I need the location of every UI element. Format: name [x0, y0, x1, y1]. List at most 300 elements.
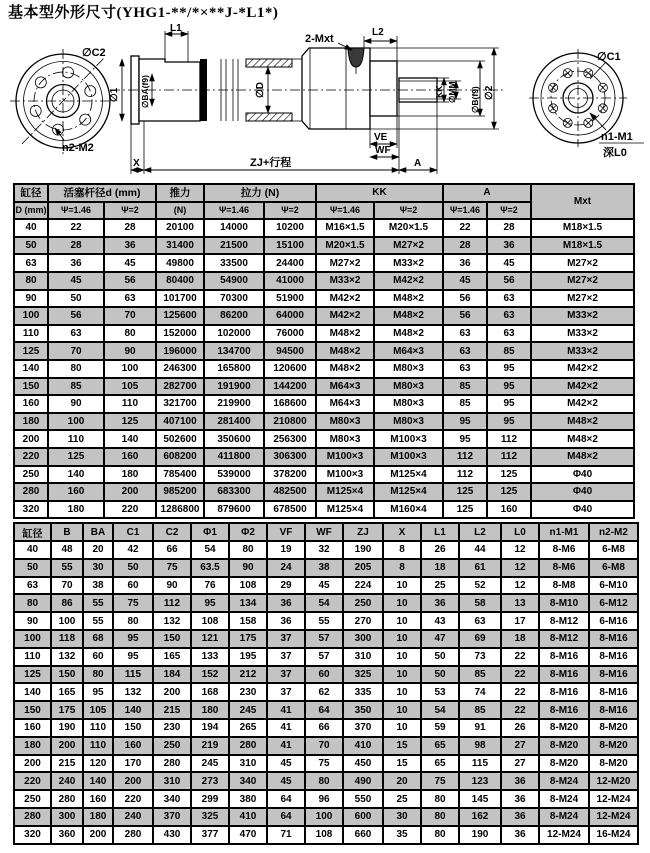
- table-cell: 321700: [156, 395, 204, 413]
- table-cell: 608200: [156, 448, 204, 466]
- table-cell: M125×4: [316, 483, 374, 501]
- table-cell: M48×2: [374, 290, 443, 308]
- column-header: 缸径: [14, 184, 48, 202]
- table-cell: 8-M16: [539, 683, 589, 701]
- table-cell: 8-M16: [539, 701, 589, 719]
- column-header: ZJ: [343, 523, 383, 541]
- table-cell: 660: [343, 826, 383, 844]
- table-row: [14, 577, 638, 595]
- table-cell: 410: [229, 808, 267, 826]
- table-cell: 112: [153, 594, 191, 612]
- table-cell: 45: [267, 755, 305, 773]
- table-cell: 8-M8: [539, 577, 589, 595]
- table-cell: 90: [14, 290, 48, 308]
- table-cell: 168: [191, 683, 229, 701]
- table-cell: 8-M24: [539, 772, 589, 790]
- table-cell: 108: [305, 826, 343, 844]
- table-cell: 70: [104, 307, 156, 325]
- table-cell: 1286800: [156, 501, 204, 519]
- column-header: Ψ=1.46: [316, 202, 374, 220]
- table-cell: 36: [487, 237, 531, 255]
- table-cell: 80: [83, 666, 113, 684]
- table-cell: 36: [104, 237, 156, 255]
- column-header: L0: [501, 523, 539, 541]
- table-cell: 41: [267, 701, 305, 719]
- table-cell: 25: [421, 577, 459, 595]
- column-header: 缸径: [14, 523, 51, 541]
- table-cell: 180: [14, 737, 51, 755]
- table-cell: 76: [191, 577, 229, 595]
- table-cell: 62: [305, 683, 343, 701]
- l1-label: L1: [170, 23, 182, 34]
- table-cell: Φ40: [531, 466, 634, 484]
- table-row: [14, 701, 638, 719]
- table-cell: 215: [153, 701, 191, 719]
- table-cell: 245: [191, 755, 229, 773]
- table-cell: 80: [104, 325, 156, 343]
- column-header: Ψ=1.46: [48, 202, 104, 220]
- table-cell: 200: [83, 826, 113, 844]
- table-cell: 110: [83, 719, 113, 737]
- column-header: 拉力 (N): [204, 184, 316, 202]
- table-cell: 100: [48, 413, 104, 431]
- table-cell: 48: [51, 541, 83, 559]
- table-cell: M64×3: [316, 378, 374, 396]
- table-cell: 30: [83, 559, 113, 577]
- column-header: (N): [156, 202, 204, 220]
- table-cell: 49800: [156, 254, 204, 272]
- table-cell: 8-M20: [589, 719, 638, 737]
- table-cell: 70: [51, 577, 83, 595]
- table-cell: 220: [104, 501, 156, 519]
- table-cell: 168600: [264, 395, 316, 413]
- table-cell: M16×1.5: [316, 219, 374, 237]
- table-cell: M42×2: [531, 378, 634, 396]
- table-cell: 112: [487, 430, 531, 448]
- table-row: [14, 219, 634, 237]
- wf-label: WF: [375, 145, 391, 156]
- table-cell: 65: [421, 737, 459, 755]
- table-cell: 6-M12: [589, 594, 638, 612]
- table-cell: 15: [383, 755, 421, 773]
- table-cell: 325: [191, 808, 229, 826]
- table-cell: 215: [51, 755, 83, 773]
- table-cell: 36: [501, 808, 539, 826]
- table-cell: 300: [51, 808, 83, 826]
- table-cell: 10: [383, 630, 421, 648]
- column-header: 活塞杆径d (mm): [48, 184, 156, 202]
- table-cell: 44: [459, 541, 501, 559]
- column-header: WF: [305, 523, 343, 541]
- table-row: [14, 483, 634, 501]
- column-header: n2-M2: [589, 523, 638, 541]
- table-cell: 110: [104, 395, 156, 413]
- table-cell: M42×2: [316, 307, 374, 325]
- table-cell: 38: [305, 559, 343, 577]
- table-cell: 43: [421, 612, 459, 630]
- table-cell: 8-M6: [539, 559, 589, 577]
- table-cell: 22: [501, 666, 539, 684]
- ba-dia-label: ∅BA(f9): [140, 75, 150, 108]
- table-cell: 28: [487, 219, 531, 237]
- table-cell: 196000: [156, 342, 204, 360]
- table-cell: 470: [229, 826, 267, 844]
- table-cell: 12-M24: [589, 790, 638, 808]
- table-cell: 54: [305, 594, 343, 612]
- table-cell: 80: [14, 594, 51, 612]
- table-cell: 8-M16: [589, 666, 638, 684]
- table-cell: 8-M16: [589, 630, 638, 648]
- table-cell: 95: [443, 413, 487, 431]
- table-row: [14, 290, 634, 308]
- column-header: X: [383, 523, 421, 541]
- table-cell: 246300: [156, 360, 204, 378]
- table-cell: 8-M20: [539, 719, 589, 737]
- table-cell: 8: [383, 541, 421, 559]
- table-cell: 20100: [156, 219, 204, 237]
- table-cell: 56: [443, 307, 487, 325]
- table-cell: 190: [459, 826, 501, 844]
- table-cell: 100: [51, 612, 83, 630]
- table-cell: 115: [113, 666, 153, 684]
- table-cell: 8-M16: [539, 666, 589, 684]
- table-cell: 29: [267, 577, 305, 595]
- table-cell: 110: [83, 737, 113, 755]
- table-cell: 20: [383, 772, 421, 790]
- table-row: [14, 272, 634, 290]
- table-cell: 18: [501, 630, 539, 648]
- table-cell: 162: [459, 808, 501, 826]
- table-cell: 50: [14, 237, 48, 255]
- table-cell: 60: [305, 666, 343, 684]
- table-cell: 80: [305, 772, 343, 790]
- table-cell: 200: [14, 755, 51, 773]
- b-dia-label: ∅B(f9): [470, 86, 480, 113]
- table-cell: 41000: [264, 272, 316, 290]
- table-cell: 101700: [156, 290, 204, 308]
- table-cell: 95: [83, 683, 113, 701]
- table-cell: 36: [48, 254, 104, 272]
- table-cell: 66: [305, 719, 343, 737]
- table-cell: 175: [229, 630, 267, 648]
- table-cell: 190: [343, 541, 383, 559]
- table-cell: M18×1.5: [531, 237, 634, 255]
- table-cell: 212: [229, 666, 267, 684]
- table-cell: M33×2: [316, 272, 374, 290]
- column-header: Ψ=2: [374, 202, 443, 220]
- table-cell: M64×3: [374, 342, 443, 360]
- table-cell: 150: [153, 630, 191, 648]
- table-cell: Φ40: [531, 501, 634, 519]
- table-cell: 12-M24: [539, 826, 589, 844]
- table-cell: 57: [305, 648, 343, 666]
- table-row: [14, 541, 638, 559]
- table-cell: 98: [459, 737, 501, 755]
- table-cell: 32: [305, 541, 343, 559]
- table-cell: 180: [104, 466, 156, 484]
- dia2-label: ∅2: [484, 85, 495, 100]
- table-cell: 90: [153, 577, 191, 595]
- table-cell: 502600: [156, 430, 204, 448]
- table-cell: 56: [104, 272, 156, 290]
- table-row: [14, 325, 634, 343]
- table-cell: 14000: [204, 219, 264, 237]
- table-cell: M33×2: [374, 254, 443, 272]
- table-cell: 95: [487, 378, 531, 396]
- table-cell: 160: [487, 501, 531, 519]
- table-cell: 22: [501, 648, 539, 666]
- zj-stroke-label: ZJ+行程: [250, 157, 292, 169]
- table-cell: 150: [51, 666, 83, 684]
- table-cell: 133: [191, 648, 229, 666]
- table-cell: 55: [51, 559, 83, 577]
- table-cell: 85: [48, 378, 104, 396]
- table-cell: 8-M20: [539, 737, 589, 755]
- table-cell: 76000: [264, 325, 316, 343]
- column-header: Ψ=2: [264, 202, 316, 220]
- table-row: [14, 737, 638, 755]
- table-cell: 299: [191, 790, 229, 808]
- table-cell: 56: [487, 272, 531, 290]
- table-cell: 411800: [204, 448, 264, 466]
- table-cell: M42×2: [531, 395, 634, 413]
- table-cell: 112: [487, 448, 531, 466]
- table-cell: 90: [104, 342, 156, 360]
- table-cell: 64: [305, 701, 343, 719]
- table-cell: 12: [501, 577, 539, 595]
- table-row: [14, 826, 638, 844]
- table-cell: 165: [153, 648, 191, 666]
- table-cell: 30: [383, 808, 421, 826]
- mm-dia-label: ∅MM: [447, 81, 457, 103]
- table-cell: 42: [113, 541, 153, 559]
- column-header: Ψ=2: [487, 202, 531, 220]
- table-cell: M27×2: [531, 254, 634, 272]
- table-cell: 250: [153, 737, 191, 755]
- table-cell: 80: [229, 541, 267, 559]
- front-flange-view: [10, 47, 116, 155]
- table-cell: 378200: [264, 466, 316, 484]
- table-cell: 270: [343, 612, 383, 630]
- table-cell: 280: [229, 737, 267, 755]
- table-cell: 95: [487, 395, 531, 413]
- table-cell: 54900: [204, 272, 264, 290]
- table-cell: M125×4: [374, 466, 443, 484]
- table-cell: 50: [113, 559, 153, 577]
- table-cell: 879600: [204, 501, 264, 519]
- table-cell: 205: [343, 559, 383, 577]
- table-cell: 125: [443, 501, 487, 519]
- header-row: [14, 184, 634, 202]
- column-header: Ψ=1.46: [204, 202, 264, 220]
- table-cell: 8-M12: [539, 630, 589, 648]
- table-cell: 24400: [264, 254, 316, 272]
- table-cell: 256300: [264, 430, 316, 448]
- table-cell: 165800: [204, 360, 264, 378]
- table-cell: 95: [487, 360, 531, 378]
- table-cell: 370: [343, 719, 383, 737]
- table-cell: 37: [267, 683, 305, 701]
- table-cell: 80400: [156, 272, 204, 290]
- table-row: [14, 501, 634, 519]
- table-row: [14, 772, 638, 790]
- table-cell: 8-M16: [539, 648, 589, 666]
- depth-l0-label: 深L0: [603, 147, 627, 159]
- table-cell: M48×2: [374, 325, 443, 343]
- table-cell: 110: [14, 325, 48, 343]
- table-cell: M20×1.5: [316, 237, 374, 255]
- table-cell: 10: [383, 577, 421, 595]
- table-cell: 80: [14, 272, 48, 290]
- table-row: [14, 755, 638, 773]
- table-cell: 41: [267, 737, 305, 755]
- column-header: Φ1: [191, 523, 229, 541]
- table-cell: 273: [191, 772, 229, 790]
- table-cell: 36: [443, 254, 487, 272]
- table-cell: 370: [153, 808, 191, 826]
- table-cell: 140: [48, 466, 104, 484]
- table-cell: 240: [113, 808, 153, 826]
- table-cell: 37: [267, 630, 305, 648]
- table-cell: 36: [267, 612, 305, 630]
- table-row: [14, 666, 638, 684]
- table-cell: 785400: [156, 466, 204, 484]
- table-cell: 95: [113, 648, 153, 666]
- table-cell: M27×2: [374, 237, 443, 255]
- table-cell: 55: [83, 594, 113, 612]
- table-cell: 140: [104, 430, 156, 448]
- table-cell: 18: [421, 559, 459, 577]
- table-cell: 335: [343, 683, 383, 701]
- table-cell: 63: [487, 325, 531, 343]
- table-cell: 45: [443, 272, 487, 290]
- table-cell: 95: [191, 594, 229, 612]
- column-header: VF: [267, 523, 305, 541]
- column-header: L2: [459, 523, 501, 541]
- table-cell: M125×4: [316, 501, 374, 519]
- table-cell: 245: [229, 701, 267, 719]
- table-cell: 19: [267, 541, 305, 559]
- table-cell: M42×2: [316, 290, 374, 308]
- table-cell: 36: [501, 790, 539, 808]
- table-cell: M48×2: [316, 325, 374, 343]
- table-row: [14, 307, 634, 325]
- table-cell: 450: [343, 755, 383, 773]
- table-cell: 17: [501, 612, 539, 630]
- table-cell: 184: [153, 666, 191, 684]
- mounting-dimension-table: [13, 522, 639, 844]
- table-cell: 22: [443, 219, 487, 237]
- table-cell: 10: [383, 683, 421, 701]
- table-cell: 310: [229, 755, 267, 773]
- n1-m1-label: n1-M1: [601, 131, 633, 143]
- table-cell: 28: [104, 219, 156, 237]
- table-cell: 10: [383, 648, 421, 666]
- table-cell: 10: [383, 612, 421, 630]
- table-row: [14, 594, 638, 612]
- table-cell: 20: [83, 541, 113, 559]
- table-cell: M20×1.5: [374, 219, 443, 237]
- table-cell: M80×3: [374, 360, 443, 378]
- table-cell: 64: [267, 808, 305, 826]
- table-cell: 180: [48, 501, 104, 519]
- column-header: B: [51, 523, 83, 541]
- table-cell: 75: [153, 559, 191, 577]
- table-cell: 490: [343, 772, 383, 790]
- table-cell: 985200: [156, 483, 204, 501]
- table-cell: 35: [383, 826, 421, 844]
- table-cell: 75: [113, 594, 153, 612]
- table-cell: 600: [343, 808, 383, 826]
- table-cell: 36: [501, 826, 539, 844]
- table-row: [14, 342, 634, 360]
- table-cell: 63: [487, 307, 531, 325]
- table-cell: M100×3: [374, 430, 443, 448]
- table-cell: 150: [14, 378, 48, 396]
- table-cell: 10: [383, 594, 421, 612]
- table-cell: 360: [51, 826, 83, 844]
- table-cell: 86: [51, 594, 83, 612]
- table-cell: 280: [14, 808, 51, 826]
- table-cell: 94500: [264, 342, 316, 360]
- table-row: [14, 630, 638, 648]
- datasheet-page: [0, 4, 650, 853]
- table-cell: 38: [83, 577, 113, 595]
- table-cell: 250: [14, 790, 51, 808]
- table-cell: M125×4: [374, 483, 443, 501]
- table-row: [14, 612, 638, 630]
- table-cell: 74: [459, 683, 501, 701]
- table-row: [14, 448, 634, 466]
- table-cell: 56: [443, 290, 487, 308]
- table-cell: M33×2: [531, 307, 634, 325]
- table-cell: 24: [267, 559, 305, 577]
- table-cell: 90: [48, 395, 104, 413]
- table-cell: 37: [267, 648, 305, 666]
- table-cell: 64000: [264, 307, 316, 325]
- table-cell: 52: [459, 577, 501, 595]
- table-cell: 121: [191, 630, 229, 648]
- table-cell: 140: [83, 772, 113, 790]
- table-cell: 60: [113, 577, 153, 595]
- table-cell: M80×3: [374, 413, 443, 431]
- table-cell: 175: [51, 701, 83, 719]
- table-cell: M48×2: [531, 430, 634, 448]
- table-cell: 102000: [204, 325, 264, 343]
- table-cell: M33×2: [531, 325, 634, 343]
- table-cell: 33500: [204, 254, 264, 272]
- table-cell: 152: [191, 666, 229, 684]
- table-cell: 73: [459, 648, 501, 666]
- table-cell: 144200: [264, 378, 316, 396]
- table-cell: 120: [83, 755, 113, 773]
- table-cell: 410: [343, 737, 383, 755]
- table-cell: 100: [305, 808, 343, 826]
- table-cell: 8: [383, 559, 421, 577]
- table-cell: 108: [229, 577, 267, 595]
- table-cell: 45: [267, 772, 305, 790]
- table-cell: M100×3: [316, 466, 374, 484]
- table-cell: M80×3: [316, 430, 374, 448]
- table-cell: 220: [14, 448, 48, 466]
- table-cell: 53: [421, 683, 459, 701]
- column-header: Ψ=2: [104, 202, 156, 220]
- table-cell: 100: [104, 360, 156, 378]
- force-thread-table: [13, 183, 635, 519]
- technical-drawing: [0, 22, 650, 180]
- table-cell: 8-M10: [539, 594, 589, 612]
- table-cell: 85: [443, 395, 487, 413]
